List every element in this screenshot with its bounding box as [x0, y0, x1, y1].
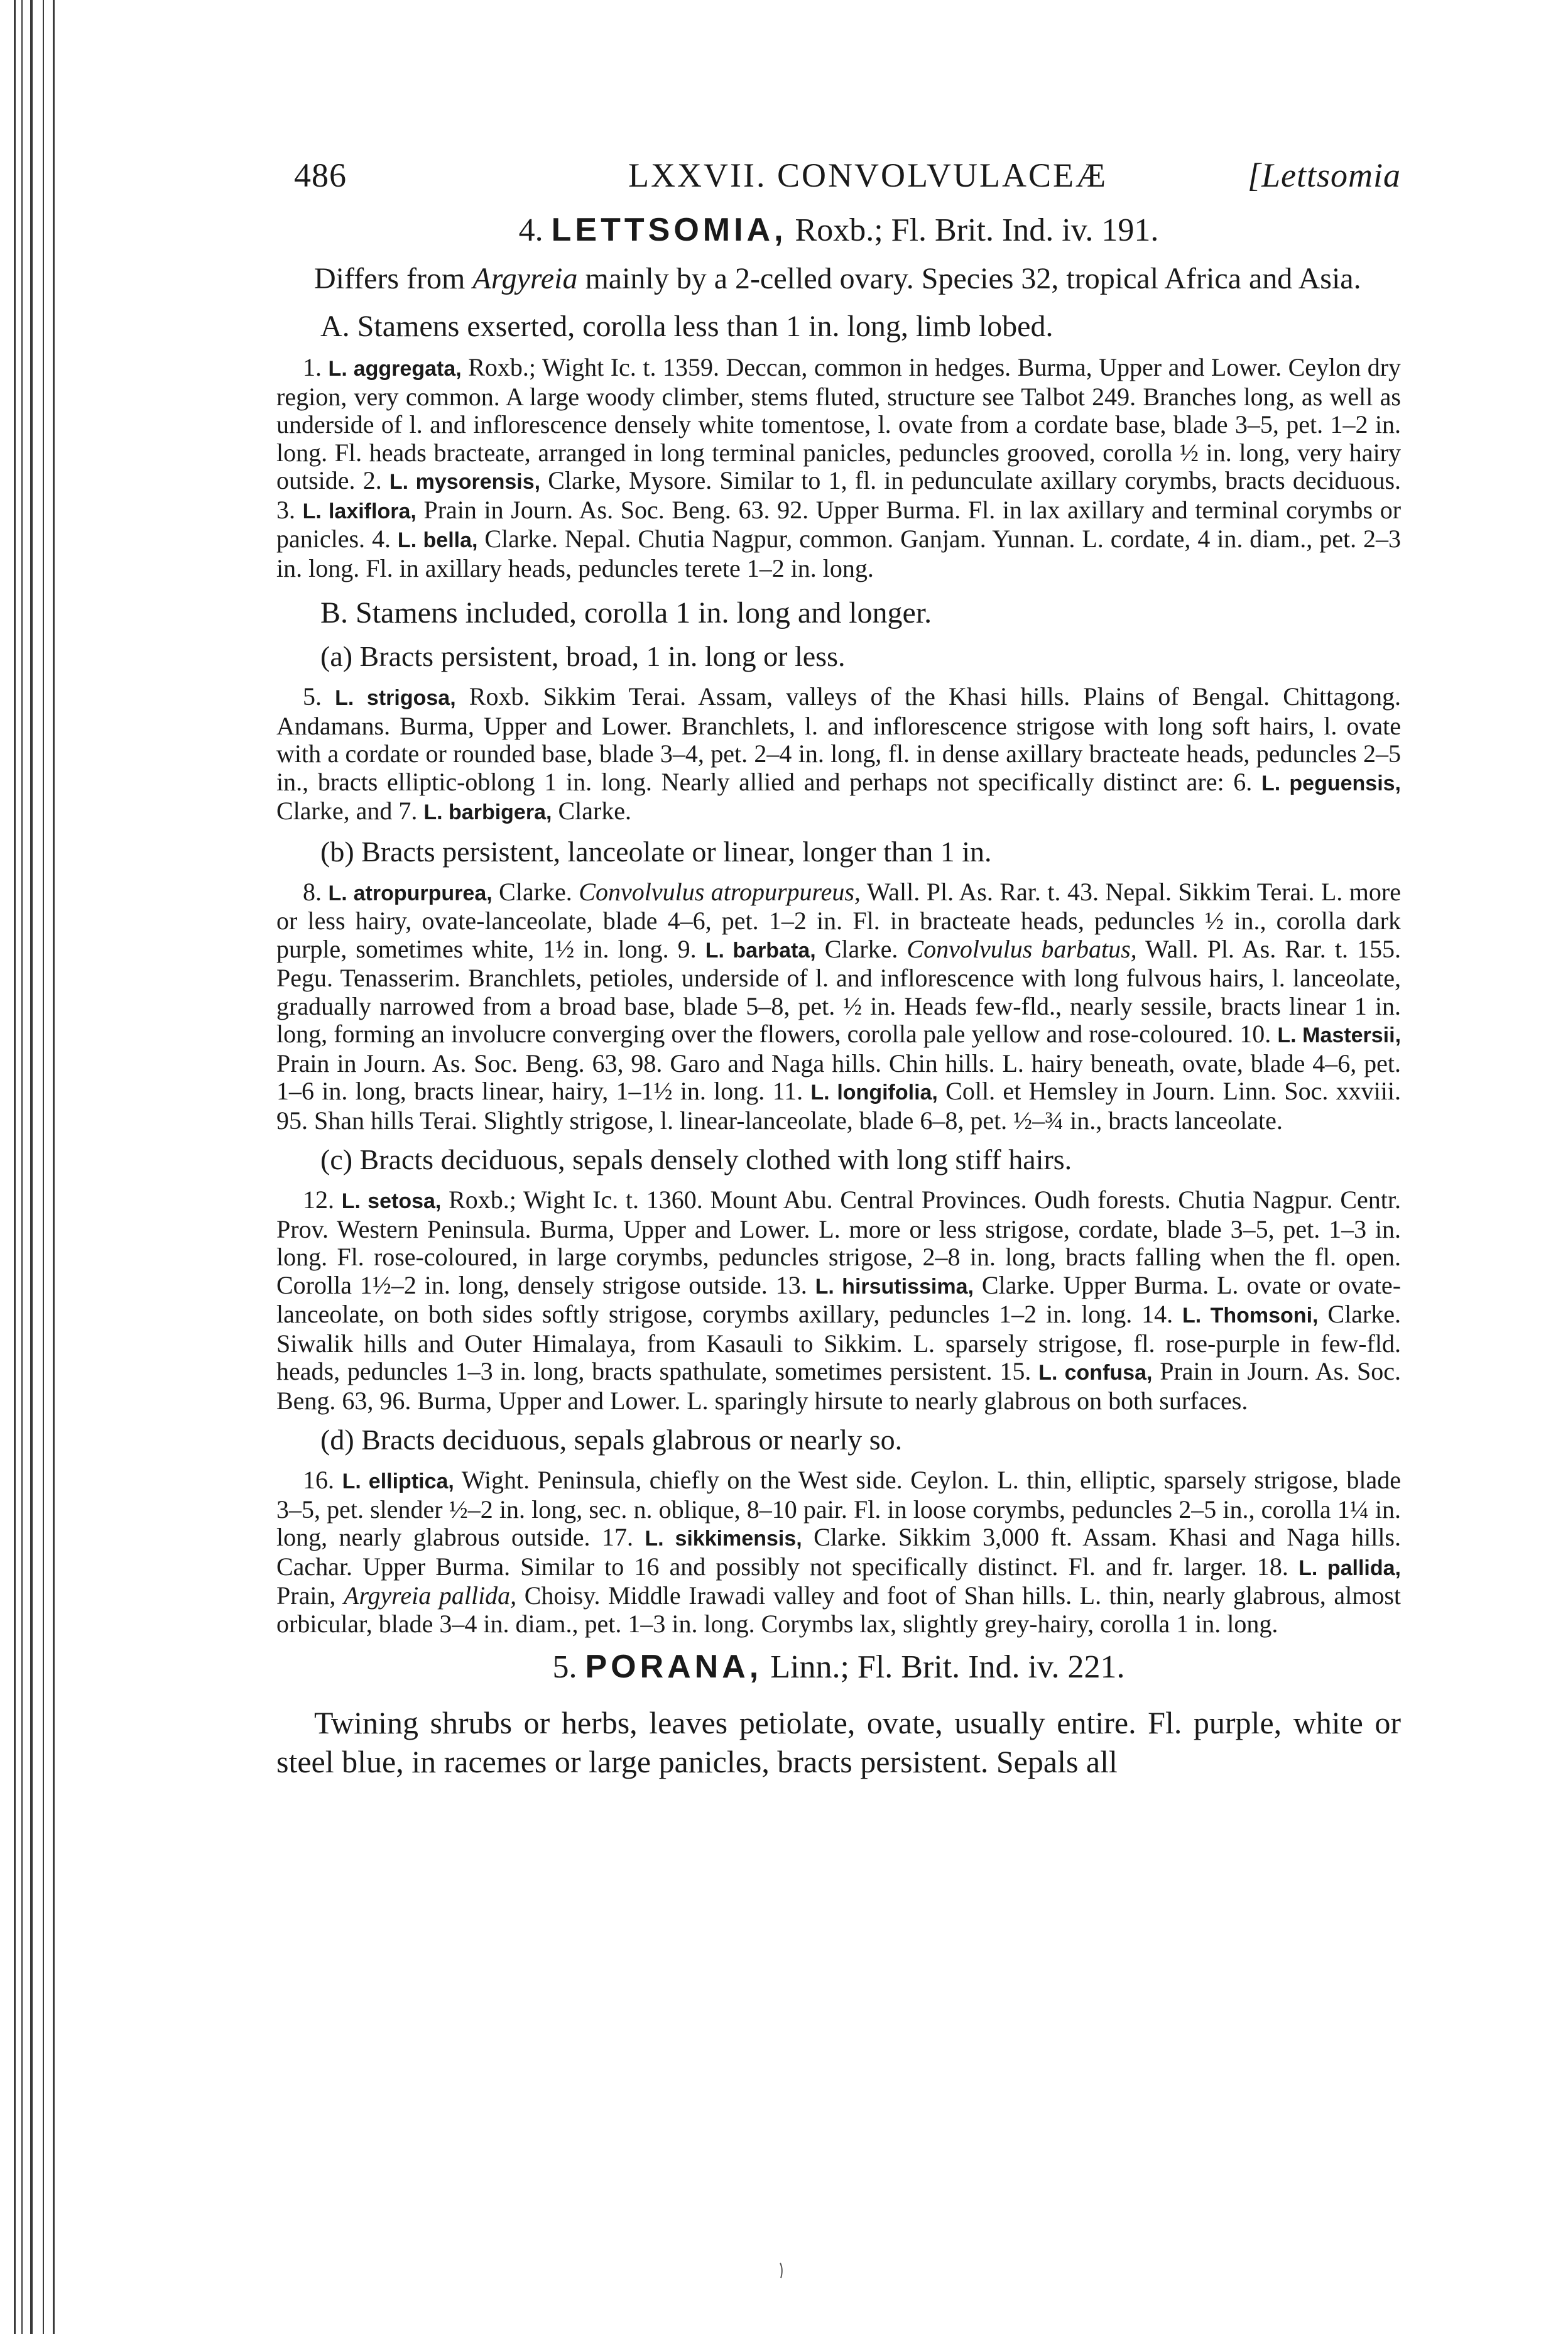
ink-speck-mark [779, 2262, 784, 2279]
subkey-d: (d) Bracts deciduous, sepals glabrous or nearly so. [320, 1424, 903, 1456]
subkey-c: (c) Bracts deciduous, sepals densely clothed with long stiff hairs. [320, 1143, 1072, 1175]
genus-number: 4. [518, 212, 543, 248]
species-paragraph-5: 16. L. elliptica, Wight. Peninsula, chiefly on the West side. Ceylon. L. thin, elliptic, sparsely strigose, blade 3–5, pet. slender ½–2 in. long, sec. n. oblique, 8–10 pair. Fl. in loose corymbs, peduncles 2–5 in., corolla 1¼ in. long, nearly glabrous outside. 17. L. sikkimensis, Clarke. Sikkim 3,000 ft. Assam. Khasi and Naga hills. Cachar. Upper Burma. Similar to 16 and possibly not specifically distinct. Fl. and fr. larger. 18. L. pallida, Prain, Argyreia pallida, Choisy. Middle Irawadi valley and foot of Shan hills. L. thin, nearly glabrous, almost orbicular, blade 3–4 in. diam., pet. 1–3 in. long. Corymbs lax, slightly grey-hairy, corolla 1 in. long. [276, 1466, 1402, 1638]
genus-name: LETTSOMIA, [551, 212, 787, 248]
porana-description: Twining shrubs or herbs, leaves petiolate, ovate, usually entire. Fl. purple, white or steel blue, in racemes or large panicles, bracts persistent. Sepals all [276, 1705, 1401, 1779]
page-number: 486 [294, 156, 347, 194]
genus-description: Differs from Argyreia mainly by a 2-celled ovary. Species 32, tropical Africa and Asia. [314, 262, 1361, 295]
page-body [276, 126, 1401, 1781]
genus-name: PORANA, [585, 1649, 763, 1685]
running-genus: [Lettsomia [1247, 156, 1401, 194]
key-A: A. Stamens exserted, corolla less than 1 in. long, limb lobed. [320, 310, 1054, 343]
species-paragraph-4: 12. L. setosa, Roxb.; Wight Ic. t. 1360. Mount Abu. Central Provinces. Oudh forests. Chutia Nagpur. Centr. Prov. Western Peninsula. Burma, Upper and Lower. L. more or less strigose, cordate, blade 3–5, pet. 1–3 in. long. Fl. rose-coloured, in large corymbs, peduncles strigose, 2–8 in. long, bracts falling when the fl. open. Corolla 1½–2 in. long, densely strigose outside. 13. L. hirsutissima, Clarke. Upper Burma. L. ovate or ovate-lanceolate, on both sides softly strigose, corymbs axillary, peduncles 1–2 in. long. 14. L. Thomsoni, Clarke. Siwalik hills and Outer Himalaya, from Kasauli to Sikkim. L. sparsely strigose, fl. rose-purple in few-fld. heads, peduncles 1–3 in. long, bracts spathulate, sometimes persistent. 15. L. confusa, Prain in Journ. As. Soc. Beng. 63, 96. Burma, Upper and Lower. L. sparingly hirsute to nearly glabrous on both surfaces. [276, 1186, 1402, 1415]
species-paragraph-1: 1. L. aggregata, Roxb.; Wight Ic. t. 1359. Deccan, common in hedges. Burma, Upper and Lower. Ceylon dry region, very common. A large woody climber, stems fluted, structure see Talbot 249. Branches long, as well as underside of l. and inflorescence densely white tomentose, l. ovate from a cordate base, blade 3–5, pet. 1–2 in. long. Fl. heads bracteate, arranged in long terminal panicles, peduncles grooved, corolla ½ in. long, very hairy outside. 2. L. mysorensis, Clarke, Mysore. Similar to 1, fl. in pedunculate axillary corymbs, bracts deciduous. 3. L. laxiflora, Prain in Journ. As. Soc. Beng. 63. 92. Upper Burma. Fl. in lax axillary and terminal corymbs or panicles. 4. L. bella, Clarke. Nepal. Chutia Nagpur, common. Ganjam. Yunnan. L. cordate, 4 in. diam., pet. 2–3 in. long. Fl. in axillary heads, peduncles terete 1–2 in. long. [276, 353, 1402, 582]
subkey-a: (a) Bracts persistent, broad, 1 in. long or less. [320, 640, 846, 672]
genus-number: 5. [552, 1649, 577, 1685]
species-paragraph-3: 8. L. atropurpurea, Clarke. Convolvulus atropurpureus, Wall. Pl. As. Rar. t. 43. Nepal. Sikkim Terai. L. more or less hairy, ovate-lanceolate, blade 4–6, pet. 1–2 in. Fl. in bracteate heads, peduncles ½ in., corolla dark purple, sometimes white, 1½ in. long. 9. L. barbata, Clarke. Convolvulus barbatus, Wall. Pl. As. Rar. t. 155. Pegu. Tenasserim. Branchlets, petioles, underside of l. and inflorescence with long fulvous hairs, l. lanceolate, gradually narrowed from a broad base, blade 5–8, pet. ½ in. Heads few-fld., nearly sessile, bracts linear 1 in. long, forming an involucre converging over the flowers, corolla pale yellow and rose-coloured. 10. L. Mastersii, Prain in Journ. As. Soc. Beng. 63, 98. Garo and Naga hills. Chin hills. L. hairy beneath, ovate, blade 4–6, pet. 1–6 in. long, bracts linear, hairy, 1–1½ in. long. 11. L. longifolia, Coll. et Hemsley in Journ. Linn. Soc. xxviii. 95. Shan hills Terai. Slightly strigose, l. linear-lanceolate, blade 6–8, pet. ½–¾ in., bracts lanceolate. [276, 877, 1402, 1135]
genus-heading-porana [276, 1648, 1401, 1686]
genus-heading-lettsomia [276, 211, 1401, 249]
genus-reference: Roxb.; Fl. Brit. Ind. iv. 191. [795, 212, 1159, 248]
key-B: B. Stamens included, corolla 1 in. long and longer. [320, 596, 932, 630]
running-header [276, 126, 1401, 201]
genus-reference: Linn.; Fl. Brit. Ind. iv. 221. [770, 1649, 1125, 1685]
book-binding-edge [0, 0, 69, 2334]
chapter-title: LXXVII. CONVOLVULACEÆ [628, 156, 1108, 194]
subkey-b: (b) Bracts persistent, lanceolate or linear, longer than 1 in. [320, 835, 992, 868]
species-paragraph-2: 5. L. strigosa, Roxb. Sikkim Terai. Assam, valleys of the Khasi hills. Plains of Bengal. Chittagong. Andamans. Burma, Upper and Lower. Branchlets, l. and inflorescence strigose with long soft hairs, l. ovate with a cordate or rounded base, blade 3–4, pet. 2–4 in. long, fl. in dense axillary bracteate heads, peduncles 2–5 in., bracts elliptic-oblong 1 in. long. Nearly allied and perhaps not specifically distinct are: 6. L. peguensis, Clarke, and 7. L. barbigera, Clarke. [276, 682, 1402, 825]
